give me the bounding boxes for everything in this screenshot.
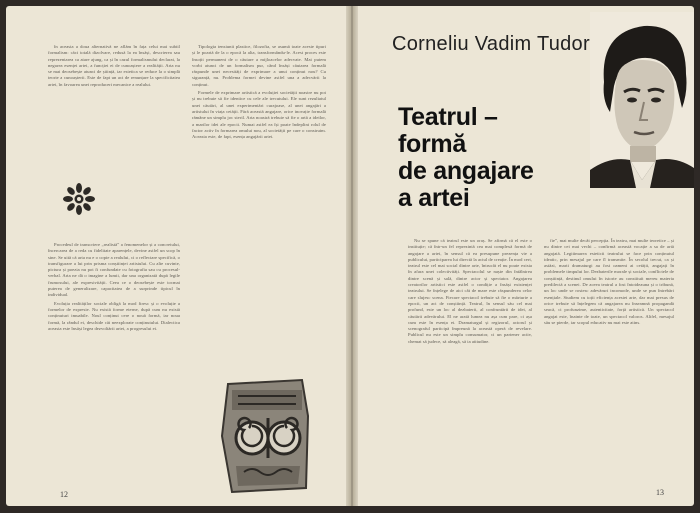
page-number-left: 12 xyxy=(60,490,68,499)
book-gutter xyxy=(346,6,358,506)
title-line: a artei xyxy=(398,184,470,212)
left-col2-text-top xyxy=(192,44,326,248)
paragraph: Procedeul de transcriere „realistă” a fenomenelor și a concretului, încercarea de a reda cu fidelitate aparențele, devine astfel un scop în sine. Se uită că arta nu e o copie a realului, ci o reflectare specifică, o transfigurare a lui prin prisma conștiinței artistului. Cu alte cuvinte, pictura și poezia nu pot fi confundate cu fotografia sau cu procesul-verbal. Arta ne dă o imagine a lumii, dar una organizată după legile frumosului, ale expresivității. Ceea ce o deosebește este tocmai puterea de generalizare, capacitatea de a surprinde tipicul în individual. xyxy=(48,242,180,298)
paragraph: în aceasta a doua alternativă ne aflăm în fața celui mai subtil formalism: căci totală dizolvare, redusă la ea însăși, descrierea sau reprezentarea ca atare ajung, ca și în cazul formalismului declarat, la negarea esenței artei, a funcției ei de cunoaștere a realității. Arta nu se mai deosebește atunci de știință, iar estetica se reduce la o simplă teorie a cunoașterii. Este de fapt un act de renunțare la specificitatea artei, în favoarea unei reproduceri mecanice a realului. xyxy=(48,44,180,87)
paragraph: Formele de exprimare artistică a evoluției societății noastre nu pot și nu trebuie să fie identice cu cele ale trecutului. Ele sunt rezultatul unei căutări, al unei experimentări curajoase, al unei angajări a artistului în viața cetății. Fără această angajare, orice inovație formală rămâne un simplu joc steril. Arta noastră trebuie să fie o artă a ideilor, a marilor idei ale epocii. Numai astfel ea își poate îndeplini rolul de factor activ în formarea omului nou, al societății pe care o construim. Aceasta este, de fapt, esența angajării artei. xyxy=(192,90,326,140)
stone-relief-image xyxy=(210,376,320,496)
title-line: de angajare xyxy=(398,157,534,185)
paragraph: Tipologia tensiunii plastice, filozofia, se asumă toate aceste tipuri și le poartă de la o epocă la alta, transformându-le. Acest proces este însoțit permanent de o căutare a mijloacelor adecvate. Mai putem vorbi atunci de un formalism pur, când însăși căutarea formală răspunde unei necesități de exprimare a unui conținut nou? Cu siguranță, nu. Problema formei devine astfel una a adecvării la conținut. xyxy=(192,44,326,87)
right-col1-text xyxy=(408,238,532,488)
paragraph: fie”, mai multe decât percepția. În teatru, mai multe teoretice – și nu dintre cei mai vechi – confirmă această vocație a sa de artă angajată. Legitimarea esteticii teatrului se face prin conținutul ideatic, prin mesajul pe care îl transmite. În secolul trecut, ca și astăzi, marii dramaturgi au fost oameni ai cetății, angajați în problemele timpului lor. Dezbaterile morale și sociale, conflictele de conștiință, destinul omului în istorie au constituit mereu materia predilectă a scenei. De aceea teatrul a fost întotdeauna și o tribună, un loc unde se rostesc adevăruri incomode, unde se pun întrebări esențiale. Studiem cu toții eficiența acestei arte, dar mai presus de orice trebuie să înțelegem că angajarea nu înseamnă propagandă seacă, ci profunzime, autenticitate, forță artistică. Un spectacol angajat este, înainte de toate, un spectacol valoros. Altfel, mesajul său se pierde, iar scopul educativ nu mai este atins. xyxy=(544,238,674,325)
author-portrait-image xyxy=(590,12,694,188)
author-name: Corneliu Vadim Tudor xyxy=(392,33,590,55)
article-title xyxy=(398,104,534,212)
right-col2-text xyxy=(544,238,674,488)
page-number-right: 13 xyxy=(656,488,664,497)
paragraph: Nu se spune că teatrul este un oraș. Se afirmă că el este o instituție; că într-un fel reprezintă cea mai complexă formă de angajare a artei, în sensul că ea presupune prezența vie a publicului, participarea lui directă la actul de creație. În mod cert, teatrul este cel mai social dintre arte, întrucât el nu poate exista în afara unei colectivități. Spectacolul se naște din întâlnirea dintre scenă și sală, dintre actor și spectator. Angajarea creatorilor artistici este astfel o condiție a însăși existenței teatrului. Se înțelege de aici cât de mare este răspunderea celor care slujesc scena. Fiecare spectacol trebuie să fie o mărturie a epocii, un act de conștiință. Teatrul, în sensul său cel mai profund, este un loc al dezbaterii, al confruntării de idei, al căutării adevărului. El ne arată lumea nu așa cum pare, ci așa cum este în esența ei. Dramaturgul și regizorul, actorul și scenograful participă împreună la această operă de revelare. Publicul nu este un simplu consumator, ci un partener activ, chemat să judece, să aleagă, să ia atitudine. xyxy=(408,238,532,344)
floral-ornament-icon xyxy=(62,182,96,216)
paragraph: Evoluția realităților sociale obligă la mod firesc și o evoluție a formelor de expresie. Nu există forme eterne, după cum nu există conținuturi imuabile. Noul conținut cere o nouă formă, iar noua formă, la rândul ei, deschide căi neexplorate conținutului. Dialectica aceasta este însăși legea dezvoltării artei, a progresului ei. xyxy=(48,300,180,331)
left-col1-text-top xyxy=(48,44,180,170)
title-line: formă xyxy=(398,130,466,158)
left-col1-text-bottom xyxy=(48,242,180,488)
title-line: Teatrul – xyxy=(398,103,498,131)
